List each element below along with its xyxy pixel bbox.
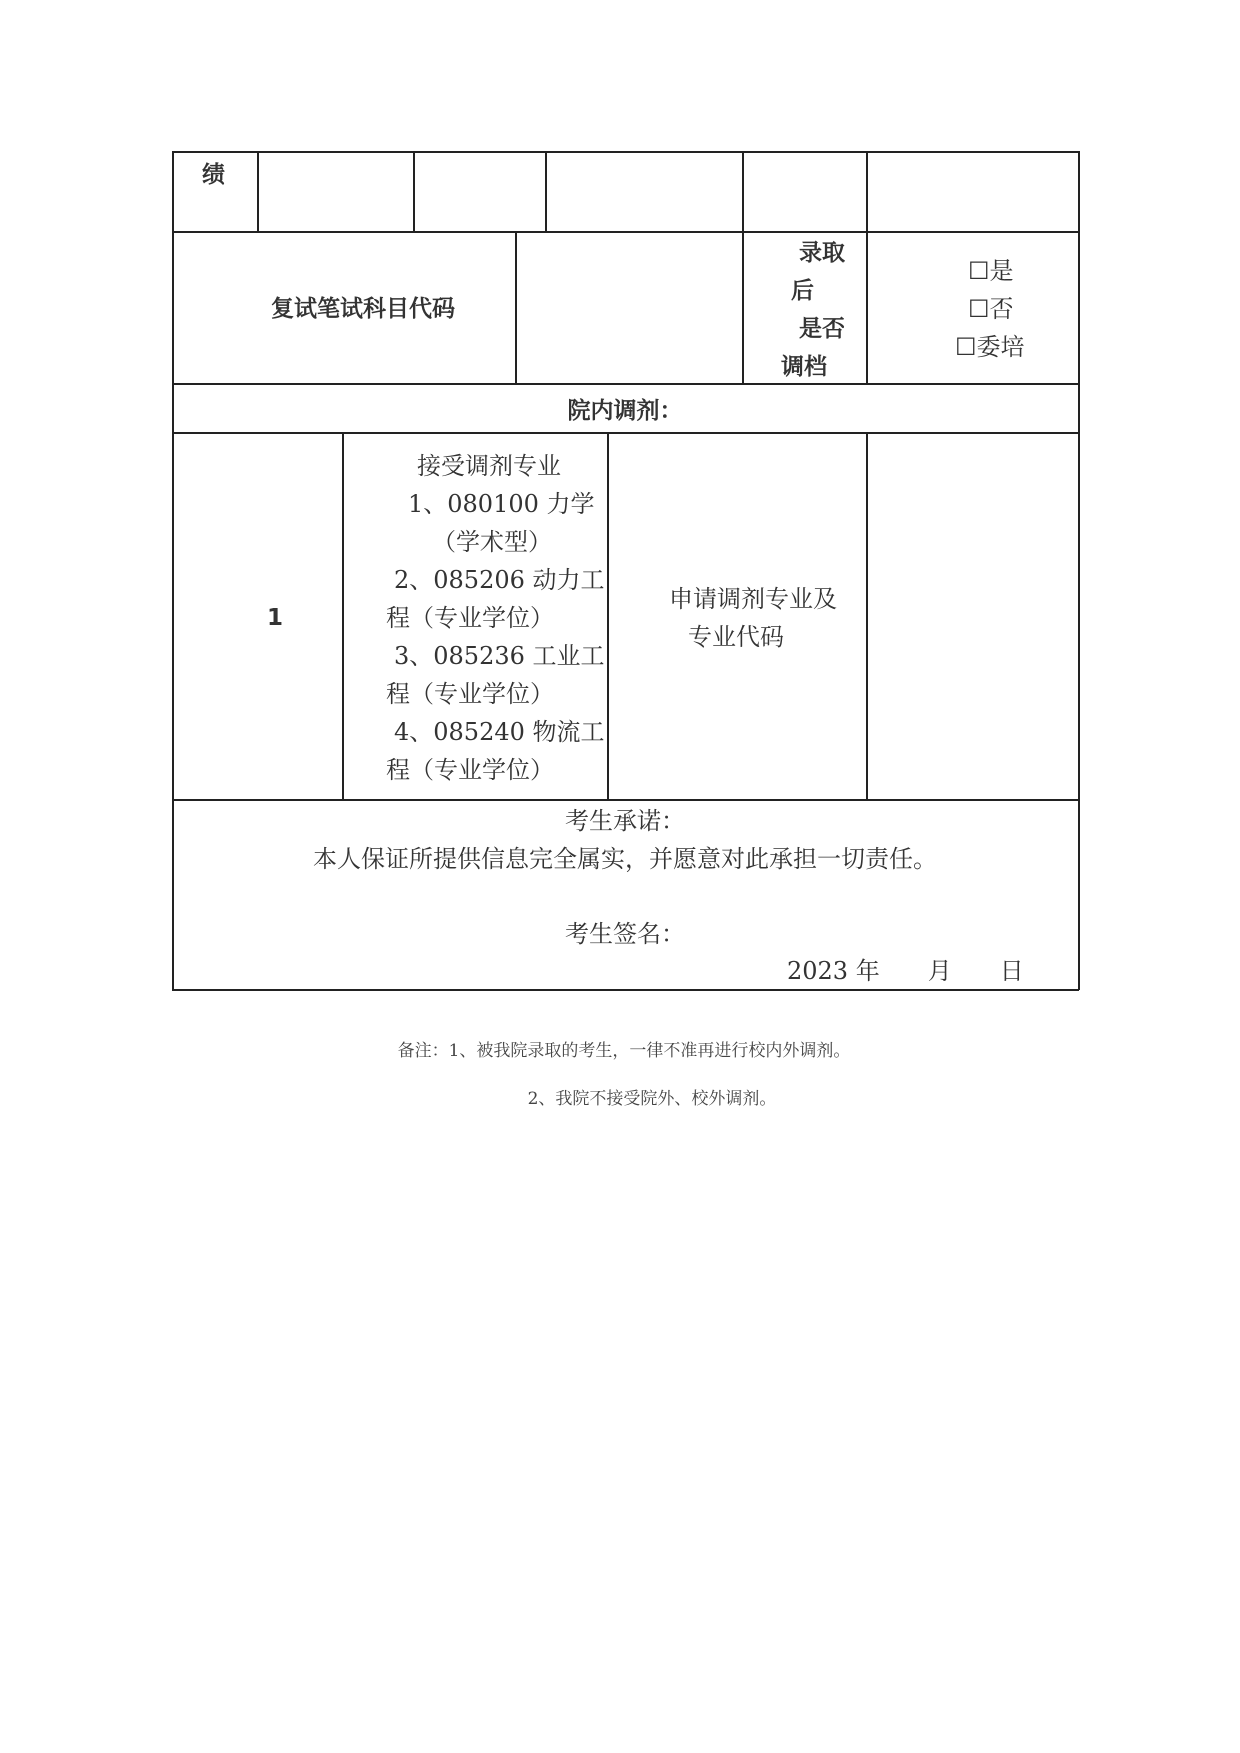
accepted-major-line: 4、085240 物流工 [394,718,605,746]
col-divider [866,151,868,231]
accepted-major-line: 接受调剂专业 [417,452,561,480]
col-divider [342,432,344,799]
col-divider [866,231,868,383]
row-divider [172,231,1079,233]
pledge-title: 考生承诺： [565,807,685,835]
option-commissioned-checkbox[interactable]: ☐委培 [955,333,1025,361]
apply-major-label: 申请调剂专业及 [669,585,837,613]
row-divider [172,383,1079,385]
apply-major-input[interactable] [868,434,1077,798]
transfer-question-line: 调档 [781,354,827,380]
accepted-major-line: 程（专业学位） [386,604,554,632]
signature-date: 2023 年 月 日 [787,957,1024,985]
accepted-major-line: 3、085236 工业工 [394,642,605,670]
pledge-statement: 本人保证所提供信息完全属实，并愿意对此承担一切责任。 [313,845,937,873]
note-line: 2、我院不接受院外、校外调剂。 [527,1089,777,1109]
transfer-question-line: 录取 [799,240,845,266]
retest-subject-code-label: 复试笔试科目代码 [271,296,455,322]
col-divider [413,151,415,231]
score-label: 绩 [202,162,225,188]
col-divider [742,151,744,231]
accepted-major-line: 1、080100 力学 [408,490,595,518]
accepted-major-line: （学术型） [432,528,552,556]
signature-label: 考生签名： [565,920,685,948]
accepted-major-line: 程（专业学位） [386,680,554,708]
option-no-checkbox[interactable]: ☐否 [968,295,1014,323]
row-index: 1 [266,605,284,631]
table-border-right [1078,151,1080,990]
transfer-question-line: 后 [791,278,814,304]
col-divider [515,231,517,383]
option-yes-checkbox[interactable]: ☐是 [968,257,1014,285]
accepted-major-line: 2、085206 动力工 [394,566,605,594]
table-border-left [172,151,174,990]
col-divider [545,151,547,231]
internal-transfer-heading: 院内调剂： [567,398,683,424]
row-divider [172,799,1079,801]
table-border-top [172,151,1079,153]
col-divider [607,432,609,799]
apply-major-label: 专业代码 [688,623,784,651]
accepted-major-line: 程（专业学位） [386,756,554,784]
col-divider [257,151,259,231]
transfer-question-line: 是否 [799,316,845,342]
note-line: 备注：1、被我院录取的考生，一律不准再进行校内外调剂。 [397,1041,851,1061]
col-divider [742,231,744,383]
